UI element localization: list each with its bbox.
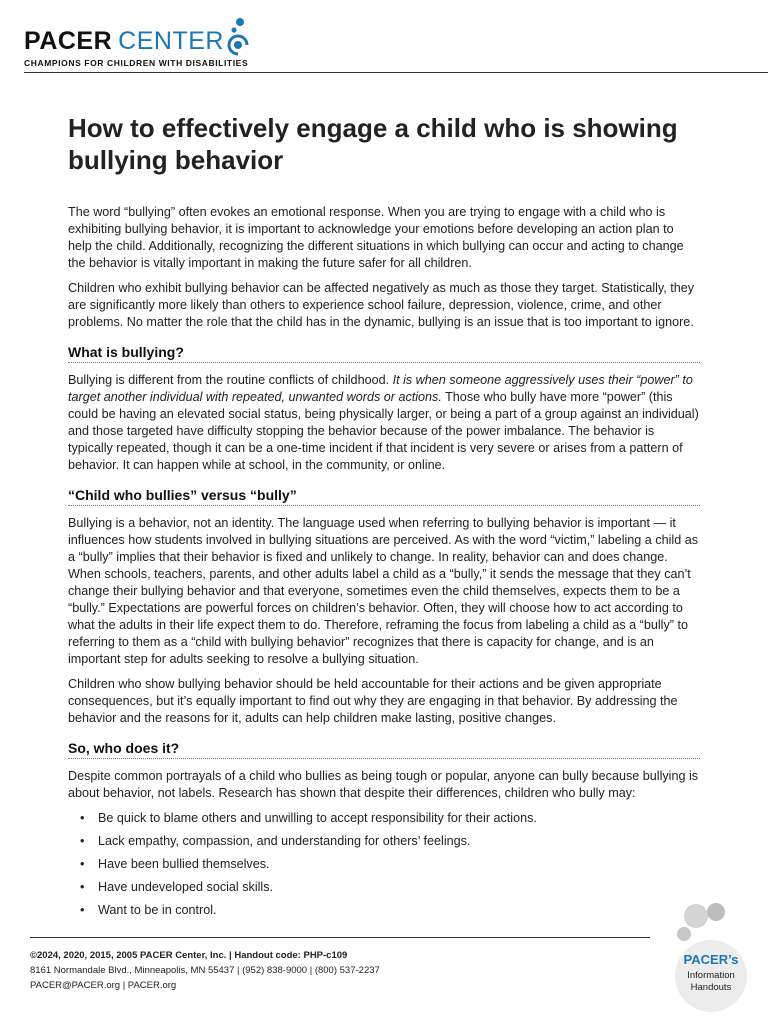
footer-divider [30, 937, 650, 938]
information-handouts-badge [656, 898, 766, 1018]
logo-pacer-text: PACER [24, 27, 113, 55]
list-item: • Have undeveloped social skills. [68, 879, 700, 896]
badge-title: PACER’s [683, 952, 739, 967]
handout-body [68, 112, 700, 925]
section-heading-who-does-it: So, who does it? [68, 739, 700, 759]
section-heading-what-is-bullying: What is bullying? [68, 343, 700, 363]
footer-copyright: ©2024, 2020, 2015, 2005 PACER Center, Inc. | Handout code: PHP-c109 [30, 950, 348, 961]
list-item: • Be quick to blame others and unwilling to accept responsibility for their actions. [68, 810, 700, 827]
badge-subtitle-2: Handouts [690, 982, 732, 993]
logo-center-text: CENTER [118, 27, 224, 55]
list-item: • Want to be in control. [68, 902, 700, 919]
page-title: How to effectively engage a child who is showing bullying behavior [68, 113, 678, 175]
section-heading-child-vs-bully: “Child who bullies” versus “bully” [68, 486, 700, 506]
footer-contact: PACER@PACER.org | PACER.org [30, 980, 177, 991]
child-vs-bully-paragraph-2: Children who show bullying behavior should be held accountable for their actions and be given appropriate consequences, but it’s equally important to find out why they are engaging in that behavior. By addressing the behavior and the reasons for it, adults can help children make lasting, positive changes. [68, 677, 678, 725]
header-divider [24, 72, 768, 73]
who-does-it-paragraph: Despite common portrayals of a child who bullies as being tough or popular, anyone can bully because bullying is about behavior, not labels. Research has shown that despite their differences, children who bully may: [68, 769, 699, 800]
page-footer [30, 948, 630, 993]
section-what-is-bullying-paragraph [68, 372, 700, 474]
list-item: • Lack empathy, compassion, and understanding for others’ feelings. [68, 833, 700, 850]
pacer-logo [24, 16, 768, 56]
pacer-logo-icon [226, 16, 250, 56]
intro-paragraph-2: Children who exhibit bullying behavior can be affected negatively as much as those they target. Statistically, they are significantly more likely than others to experience school failure, depression, violence, crime, and other problems. No matter the role that the child has in the dynamic, bullying is an issue that is too important to ignore. [68, 281, 695, 329]
traits-list [68, 810, 700, 919]
definition-intro-text: Bullying is different from the routine conflicts of childhood. [68, 373, 393, 387]
definition-italic-text: It is when someone aggressively uses their “power” to target another individual with repeated, unwanted words or actions. [68, 373, 693, 404]
list-item: • Have been bullied themselves. [68, 856, 700, 873]
definition-rest-text: Those who bully have more “power” (this could be having an elevated social status, being physically larger, or being a part of a group against an individual) and those targeted have difficulty stopping the behavior because of the power imbalance. The behavior is typically repeated, though it can be a one-time incident if that incident is very severe or arises from a pattern of behavior. It can happen while at school, in the community, or online. [68, 390, 699, 472]
page-header [24, 16, 768, 76]
badge-subtitle-1: Information [687, 970, 735, 981]
logo-tagline: CHAMPIONS FOR CHILDREN WITH DISABILITIES [24, 58, 249, 68]
child-vs-bully-paragraph-1: Bullying is a behavior, not an identity. The language used when referring to bullying behavior is important — it influences how students involved in bullying situations are perceived. As with the word “victim,” labeling a child as a “bully” implies that their behavior is fixed and unlikely to change. In reality, behavior can and does change. When schools, teachers, parents, and other adults label a child as a “bully,” it sends the message that they can’t change their bullying behavior and that everyone, sometimes even the child themselves, expects them to be a “bully.” Expectations are powerful forces on children’s behavior. Often, they will choose how to act according to what the adults in their life expect them to do. Therefore, reframing the focus from labeling a child as a “bully” to referring to them as a “child with bullying behavior” recognizes that there is capacity for change, and is an important step for adults seeking to resolve a bullying situation. [68, 516, 699, 666]
intro-paragraph-1: The word “bullying” often evokes an emotional response. When you are trying to engage with a child who is exhibiting bullying behavior, it is important to acknowledge your emotions before developing an action plan to help the child. Additionally, recognizing the different situations in which bullying can occur and acting to change the behavior is vitally important in making the future safer for all children. [68, 205, 684, 270]
footer-address: 8161 Normandale Blvd., Minneapolis, MN 55437 | (952) 838-9000 | (800) 537-2237 [30, 965, 380, 976]
